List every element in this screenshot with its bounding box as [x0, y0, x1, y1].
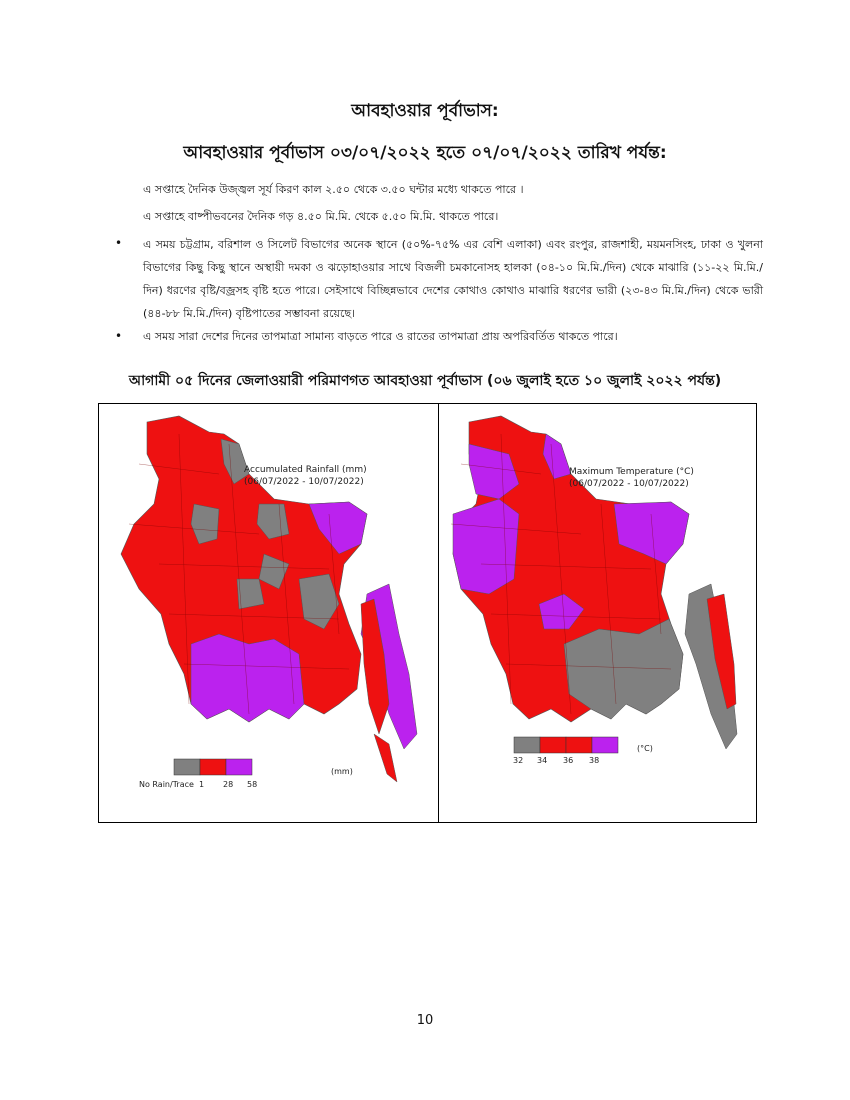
rainfall-map-panel — [99, 404, 438, 822]
bullet-dot: • — [115, 329, 123, 343]
legend-swatch-trace — [174, 759, 200, 775]
legend-swatch-28 — [226, 759, 252, 775]
legend-label: No Rain/Trace — [139, 780, 194, 789]
evaporation-paragraph: এ সপ্তাহে বাষ্পীভবনের দৈনিক গড় ৪.৫০ মি.মি. থেকে ৫.৫০ মি.মি. থাকতে পারে। — [143, 210, 499, 223]
legend-label: 1 — [199, 780, 205, 789]
forecast-subheading: আবহাওয়ার পূর্বাভাস ০৩/০৭/২০২২ হতে ০৭/০৭/২০২২ তারিখ পর্যন্ত: — [183, 143, 667, 163]
bullet-dot: • — [115, 236, 123, 250]
legend-swatch-34 — [540, 737, 566, 753]
sunshine-paragraph: এ সপ্তাহে দৈনিক উজ্জ্বল সূর্য কিরণ কাল ২.৫০ থেকে ৩.৫০ ঘন্টার মধ্যে থাকতে পারে । — [143, 183, 524, 196]
rainfall-map-dates: (06/07/2022 - 10/07/2022) — [244, 477, 364, 487]
legend-label: 36 — [563, 756, 574, 765]
legend-label: 32 — [513, 756, 524, 765]
page-number: 10 — [416, 1013, 434, 1028]
rainfall-map-title: Accumulated Rainfall (mm) — [244, 465, 367, 475]
temperature-map-dates: (06/07/2022 - 10/07/2022) — [569, 479, 689, 489]
rainfall-bullet: এ সময় চট্টগ্রাম, বরিশাল ও সিলেট বিভাগের অনেক স্থানে (৫০%-৭৫% এর বেশি এলাকা) এবং রংপুর, রাজশাহী, ময়মনসিংহ, ঢাকা ও খুলনা বিভাগের কিছু কিছু স্থানে অস্থায়ী দমকা ও ঝড়োহাওয়ার সাথে বিজলী চমকানোসহ হালকা (০৪-১০ মি.মি./দিন) থেকে মাঝারি (১১-২২ মি.মি./দিন) ধরণের বৃষ্টি/বজ্রসহ বৃষ্টি হতে পারে। সেইসাথে বিচ্ছিন্নভাবে দেশের কোথাও কোথাও মাঝারি ধরণের ভারী (২৩-৪৩ মি.মি./দিন) থেকে ভারী (৪৪-৮৮ মি.মি./দিন) বৃষ্টিপাতের সম্ভাবনা রয়েছে। — [143, 238, 763, 320]
legend-label: 34 — [537, 756, 548, 765]
legend-unit: (mm) — [331, 767, 353, 776]
temperature-map-title: Maximum Temperature (°C) — [569, 467, 694, 477]
temperature-bullet: এ সময় সারা দেশের দিনের তাপমাত্রা সামান্য বাড়তে পারে ও রাতের তাপমাত্রা প্রায় অপরিবর্তিত থাকতে পারে। — [143, 330, 618, 343]
district-forecast-title: আগামী ০৫ দিনের জেলাওয়ারী পরিমাণগত আবহাওয়া পূর্বাভাস (০৬ জুলাই হতে ১০ জুলাই ২০২২ পর্যন্ত) — [128, 373, 722, 389]
legend-label: 28 — [223, 780, 234, 789]
temperature-map-panel — [439, 404, 756, 822]
legend-unit: (°C) — [637, 744, 653, 753]
forecast-heading: আবহাওয়ার পূর্বাভাস: — [351, 101, 499, 121]
legend-label: 38 — [589, 756, 600, 765]
legend-swatch-38 — [592, 737, 618, 753]
legend-swatch-32 — [514, 737, 540, 753]
legend-swatch-36 — [566, 737, 592, 753]
map-table — [98, 403, 757, 823]
legend-swatch-1 — [200, 759, 226, 775]
legend-label: 58 — [247, 780, 258, 789]
